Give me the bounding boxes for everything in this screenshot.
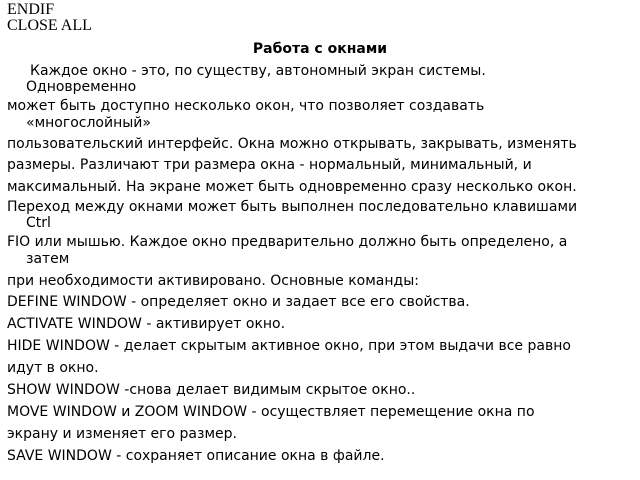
text-line-7: FIO или мышью. Каждое окно предварительно должно быть определено, а (7, 234, 568, 250)
text-line-1-wrap: Одновременно (26, 79, 137, 95)
text-line-8: при необходимости активировано. Основные команды: (7, 273, 419, 289)
text-line-15: экрану и изменяет его размер. (7, 426, 237, 442)
text-line-7-wrap: затем (26, 251, 70, 267)
text-line-6-wrap: Ctrl (26, 215, 51, 231)
text-line-2: может быть доступно несколько окон, что позволяет создавать (7, 98, 485, 114)
text-line-16: SAVE WINDOW - сохраняет описание окна в файле. (7, 448, 385, 464)
text-line-11: HIDE WINDOW - делает скрытым активное окно, при этом выдачи все равно (7, 338, 571, 354)
code-line-endif: ENDIF (7, 1, 55, 18)
text-line-13: SHOW WINDOW -снова делает видимым скрытое окно.. (7, 382, 416, 398)
text-line-3: пользовательский интерфейс. Окна можно открывать, закрывать, изменять (7, 136, 577, 152)
text-line-10: ACTIVATE WINDOW - активирует окно. (7, 316, 286, 332)
text-line-1: Каждое окно - это, по существу, автономный экран системы. (30, 63, 486, 79)
text-line-4: размеры. Различают три размера окна - нормальный, минимальный, и (7, 157, 532, 173)
text-line-12: идут в окно. (7, 360, 99, 376)
text-line-9: DEFINE WINDOW - определяет окно и задает все его свойства. (7, 294, 470, 310)
page-title: Работа с окнами (252, 41, 388, 57)
text-line-5: максимальный. На экране может быть одновременно сразу несколько окон. (7, 179, 577, 195)
code-line-close-all: CLOSE ALL (7, 17, 92, 34)
text-line-6: Переход между окнами может быть выполнен последовательно клавишами (7, 199, 578, 215)
text-line-2-wrap: «многослойный» (26, 115, 151, 131)
text-line-14: MOVE WINDOW и ZOOM WINDOW - осуществляет перемещение окна по (7, 404, 535, 420)
